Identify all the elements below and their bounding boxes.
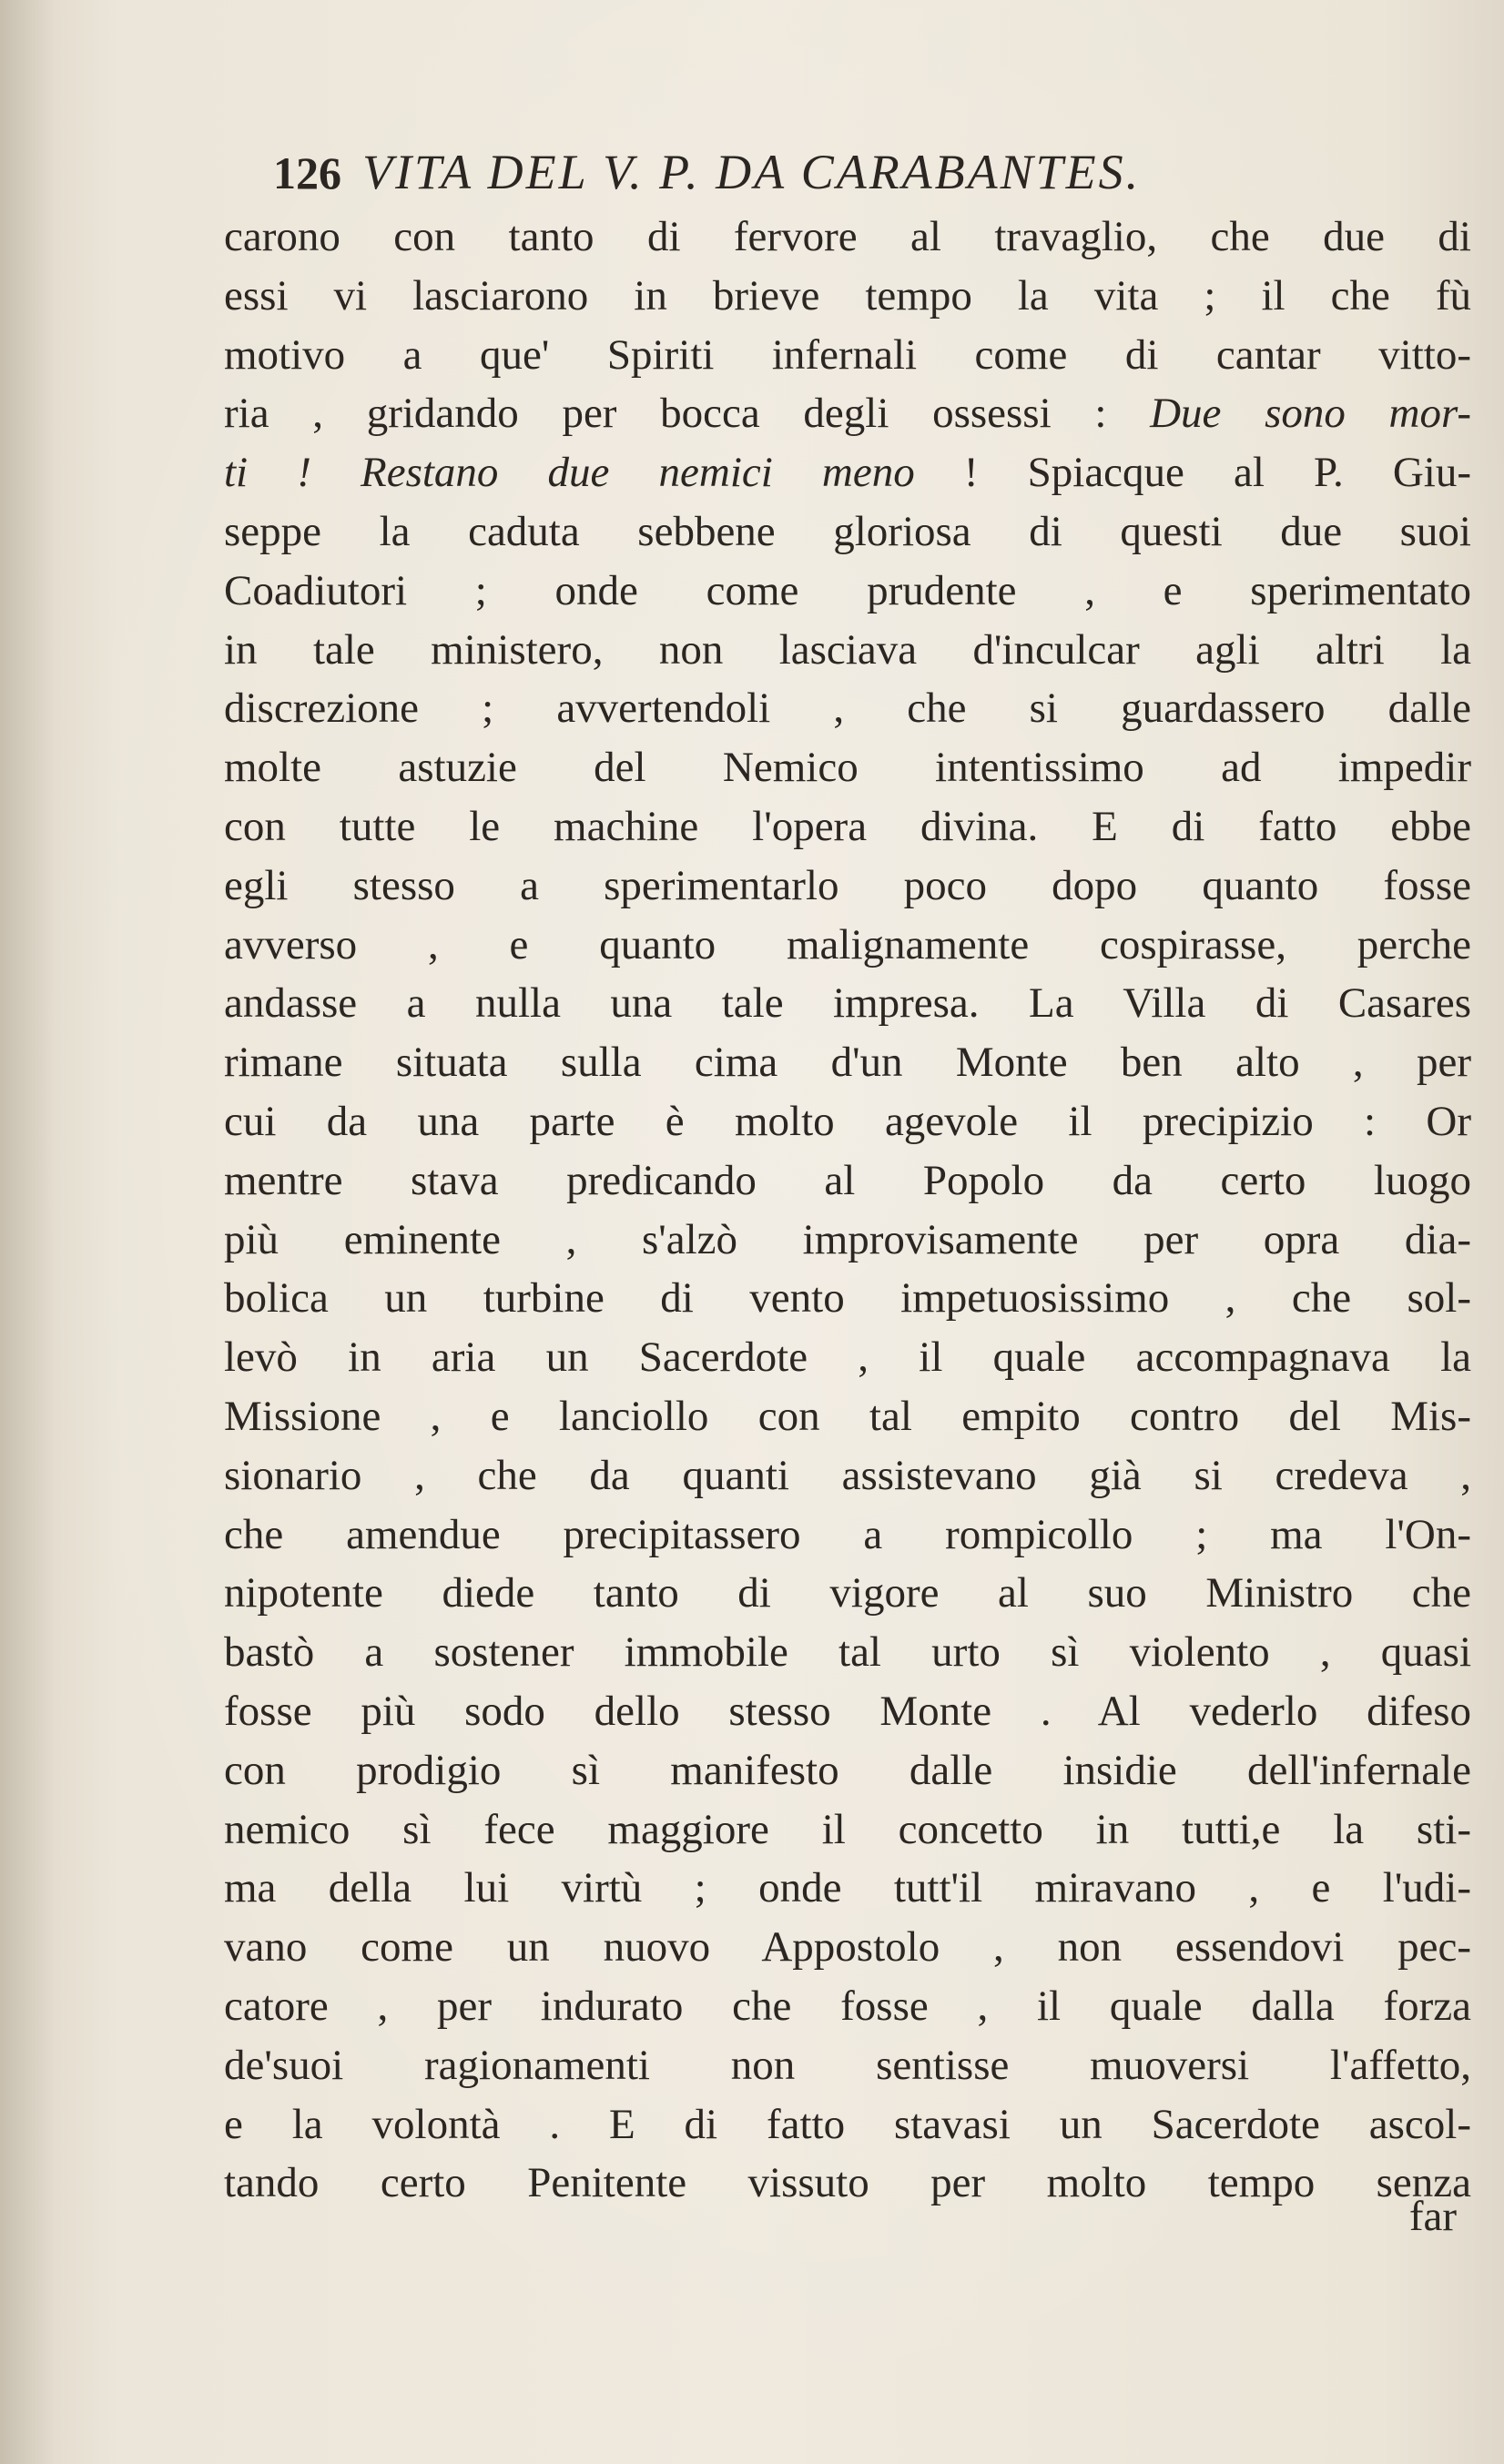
text-line: molte astuzie del Nemico intentissimo ad impedir (224, 744, 1471, 792)
text-line: mentre stava predicando al Popolo da certo luogo (224, 1156, 1471, 1204)
catchword: far (1408, 2193, 1457, 2240)
text-line: avverso , e quanto malignamente cospirasse, perche (224, 920, 1471, 968)
text-line: nemico sì fece maggiore il concetto in tutti,e la sti- (224, 1805, 1471, 1853)
text-line: andasse a nulla una tale impresa. La Villa di Casares (224, 979, 1471, 1028)
text-line-with-italic (224, 443, 1471, 502)
text-line: tando certo Penitente vissuto per molto tempo senza (224, 2159, 1471, 2207)
text-segment: ria , gridando per bocca degli ossessi : (224, 390, 1107, 438)
running-title: VITA DEL V. P. DA CARABANTES. (362, 145, 1142, 199)
italic-quote-end: ti ! (224, 449, 311, 497)
text-line: bolica un turbine di vento impetuosissimo , che sol- (224, 1274, 1471, 1323)
text-line: con prodigio sì manifesto dalle insidie dell'infernale (224, 1746, 1471, 1794)
text-line: essi vi lasciarono in brieve tempo la vita ; il che fù (224, 271, 1471, 319)
text-line: levò in aria un Sacerdote , il quale accompagnava la (224, 1333, 1471, 1382)
text-line-with-italic (224, 384, 1471, 443)
text-line: più eminente , s'alzò improvisamente per opra dia- (224, 1215, 1471, 1263)
italic-quote: Due sono mor- (1150, 390, 1471, 438)
text-line: in tale ministero, non lasciava d'inculcar agli altri la (224, 625, 1471, 674)
text-line: catore , per indurato che fosse , il quale dalla forza (224, 1982, 1471, 2030)
page-header (273, 144, 1475, 217)
text-line: seppe la caduta sebbene gloriosa di questi due suoi (224, 507, 1471, 555)
text-segment: ! Spiacque al P. Giu- (963, 449, 1472, 497)
text-line: che amendue precipitassero a rompicollo ; ma l'On- (224, 1510, 1471, 1558)
text-line: vano come un nuovo Appostolo , non essendovi pec- (224, 1923, 1471, 1972)
text-line: motivo a que' Spiriti infernali come di cantar vitto- (224, 330, 1471, 379)
text-line: e la volontà . E di fatto stavasi un Sacerdote ascol- (224, 2100, 1471, 2148)
text-line: rimane situata sulla cima d'un Monte ben alto , per (224, 1039, 1471, 1087)
text-line: Coadiutori ; onde come prudente , e sperimentato (224, 566, 1471, 614)
gutter-shadow (0, 0, 55, 2464)
text-line: ma della lui virtù ; onde tutt'il miravano , e l'udi- (224, 1864, 1471, 1912)
text-line: bastò a sostener immobile tal urto sì violento , quasi (224, 1628, 1471, 1677)
text-line: carono con tanto di fervore al travaglio, che due di (224, 213, 1471, 260)
text-line: Missione , e lanciollo con tal empito contro del Mis- (224, 1392, 1471, 1440)
text-line: fosse più sodo dello stesso Monte . Al vederlo difeso (224, 1687, 1471, 1735)
text-line: cui da una parte è molto agevole il precipizio : Or (224, 1097, 1471, 1145)
text-line: sionario , che da quanti assistevano già si credeva , (224, 1451, 1471, 1499)
italic-quote: Restano due nemici meno (361, 449, 915, 497)
text-line: nipotente diede tanto di vigore al suo Ministro che (224, 1569, 1471, 1617)
text-line: discrezione ; avvertendoli , che si guardassero dalle (224, 684, 1471, 733)
text-line: de'suoi ragionamenti non sentisse muoversi l'affetto, (224, 2041, 1471, 2089)
text-line: con tutte le machine l'opera divina. E di fatto ebbe (224, 802, 1471, 850)
text-line: egli stesso a sperimentarlo poco dopo quanto fosse (224, 861, 1471, 909)
body-text (224, 208, 1471, 2213)
page-number: 126 (273, 147, 341, 198)
